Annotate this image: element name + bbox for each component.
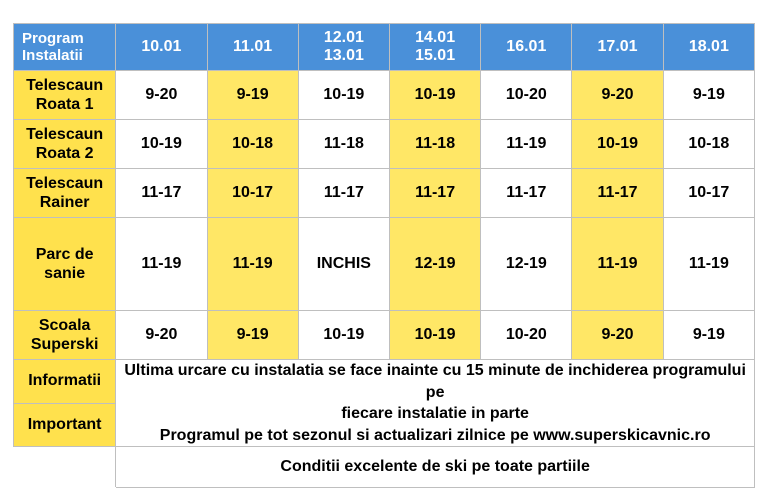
- header-cell-date-1: 10.01: [116, 24, 207, 71]
- table-row: [14, 120, 755, 169]
- bottom-note-row: [14, 447, 755, 488]
- table-row: [14, 218, 755, 311]
- cell-r3-c2: 10-17: [207, 169, 298, 218]
- cell-r4-c3: INCHIS: [298, 218, 389, 311]
- cell-r2-c3: 11-18: [298, 120, 389, 169]
- cell-r5-c3: 10-19: [298, 311, 389, 360]
- header-cell-date-7: 18.01: [663, 24, 754, 71]
- table-row: [14, 169, 755, 218]
- cell-r4-c7: 11-19: [663, 218, 754, 311]
- bottom-note: Conditii excelente de ski pe toate partiile: [116, 447, 755, 488]
- header-cell-date-2: 11.01: [207, 24, 298, 71]
- schedule-sheet: [13, 23, 755, 488]
- row-label-telescaun-roata-1: Telescaun Roata 1: [14, 71, 116, 120]
- cell-r3-c5: 11-17: [481, 169, 572, 218]
- info-note-line-1: Ultima urcare cu instalatia se face inainte cu 15 minute de inchiderea programului pe: [124, 362, 746, 401]
- cell-r5-c4: 10-19: [389, 311, 480, 360]
- info-row-1: [14, 360, 755, 404]
- cell-r5-c5: 10-20: [481, 311, 572, 360]
- cell-r1-c4: 10-19: [389, 71, 480, 120]
- cell-r3-c7: 10-17: [663, 169, 754, 218]
- cell-r1-c2: 9-19: [207, 71, 298, 120]
- cell-r4-c5: 12-19: [481, 218, 572, 311]
- info-notes: [116, 360, 755, 447]
- cell-r5-c1: 9-20: [116, 311, 207, 360]
- header-cell-date-4: 14.01 15.01: [389, 24, 480, 71]
- row-label-parc-de-sanie: Parc de sanie: [14, 218, 116, 311]
- cell-r2-c7: 10-18: [663, 120, 754, 169]
- cell-r3-c4: 11-17: [389, 169, 480, 218]
- cell-r1-c7: 9-19: [663, 71, 754, 120]
- row-label-scoala-superski: Scoala Superski: [14, 311, 116, 360]
- cell-r5-c7: 9-19: [663, 311, 754, 360]
- cell-r5-c6: 9-20: [572, 311, 663, 360]
- info-note-line-2: fiecare instalatie in parte: [341, 405, 529, 423]
- cell-r2-c1: 10-19: [116, 120, 207, 169]
- cell-r3-c1: 11-17: [116, 169, 207, 218]
- cell-r5-c2: 9-19: [207, 311, 298, 360]
- cell-r4-c6: 11-19: [572, 218, 663, 311]
- header-cell-date-6: 17.01: [572, 24, 663, 71]
- row-label-telescaun-roata-2: Telescaun Roata 2: [14, 120, 116, 169]
- row-label-telescaun-rainer: Telescaun Rainer: [14, 169, 116, 218]
- cell-r2-c6: 10-19: [572, 120, 663, 169]
- bottom-spacer: [14, 447, 116, 488]
- cell-r4-c1: 11-19: [116, 218, 207, 311]
- cell-r2-c5: 11-19: [481, 120, 572, 169]
- cell-r1-c1: 9-20: [116, 71, 207, 120]
- info-note-line-3: Programul pe tot sezonul si actualizari zilnice pe www.superskicavnic.ro: [159, 426, 711, 444]
- header-cell-program: Program Instalatii: [14, 24, 116, 71]
- header-cell-date-5: 16.01: [481, 24, 572, 71]
- cell-r3-c6: 11-17: [572, 169, 663, 218]
- cell-r2-c4: 11-18: [389, 120, 480, 169]
- cell-r4-c4: 12-19: [389, 218, 480, 311]
- cell-r3-c3: 11-17: [298, 169, 389, 218]
- info-label-important: Important: [14, 403, 116, 447]
- table-row: [14, 311, 755, 360]
- cell-r1-c3: 10-19: [298, 71, 389, 120]
- table-row: [14, 71, 755, 120]
- cell-r2-c2: 10-18: [207, 120, 298, 169]
- table-header-row: [14, 24, 755, 71]
- header-cell-date-3: 12.01 13.01: [298, 24, 389, 71]
- cell-r1-c6: 9-20: [572, 71, 663, 120]
- cell-r1-c5: 10-20: [481, 71, 572, 120]
- ski-lift-schedule-table: [13, 23, 755, 488]
- cell-r4-c2: 11-19: [207, 218, 298, 311]
- info-label-informatii: Informatii: [14, 360, 116, 404]
